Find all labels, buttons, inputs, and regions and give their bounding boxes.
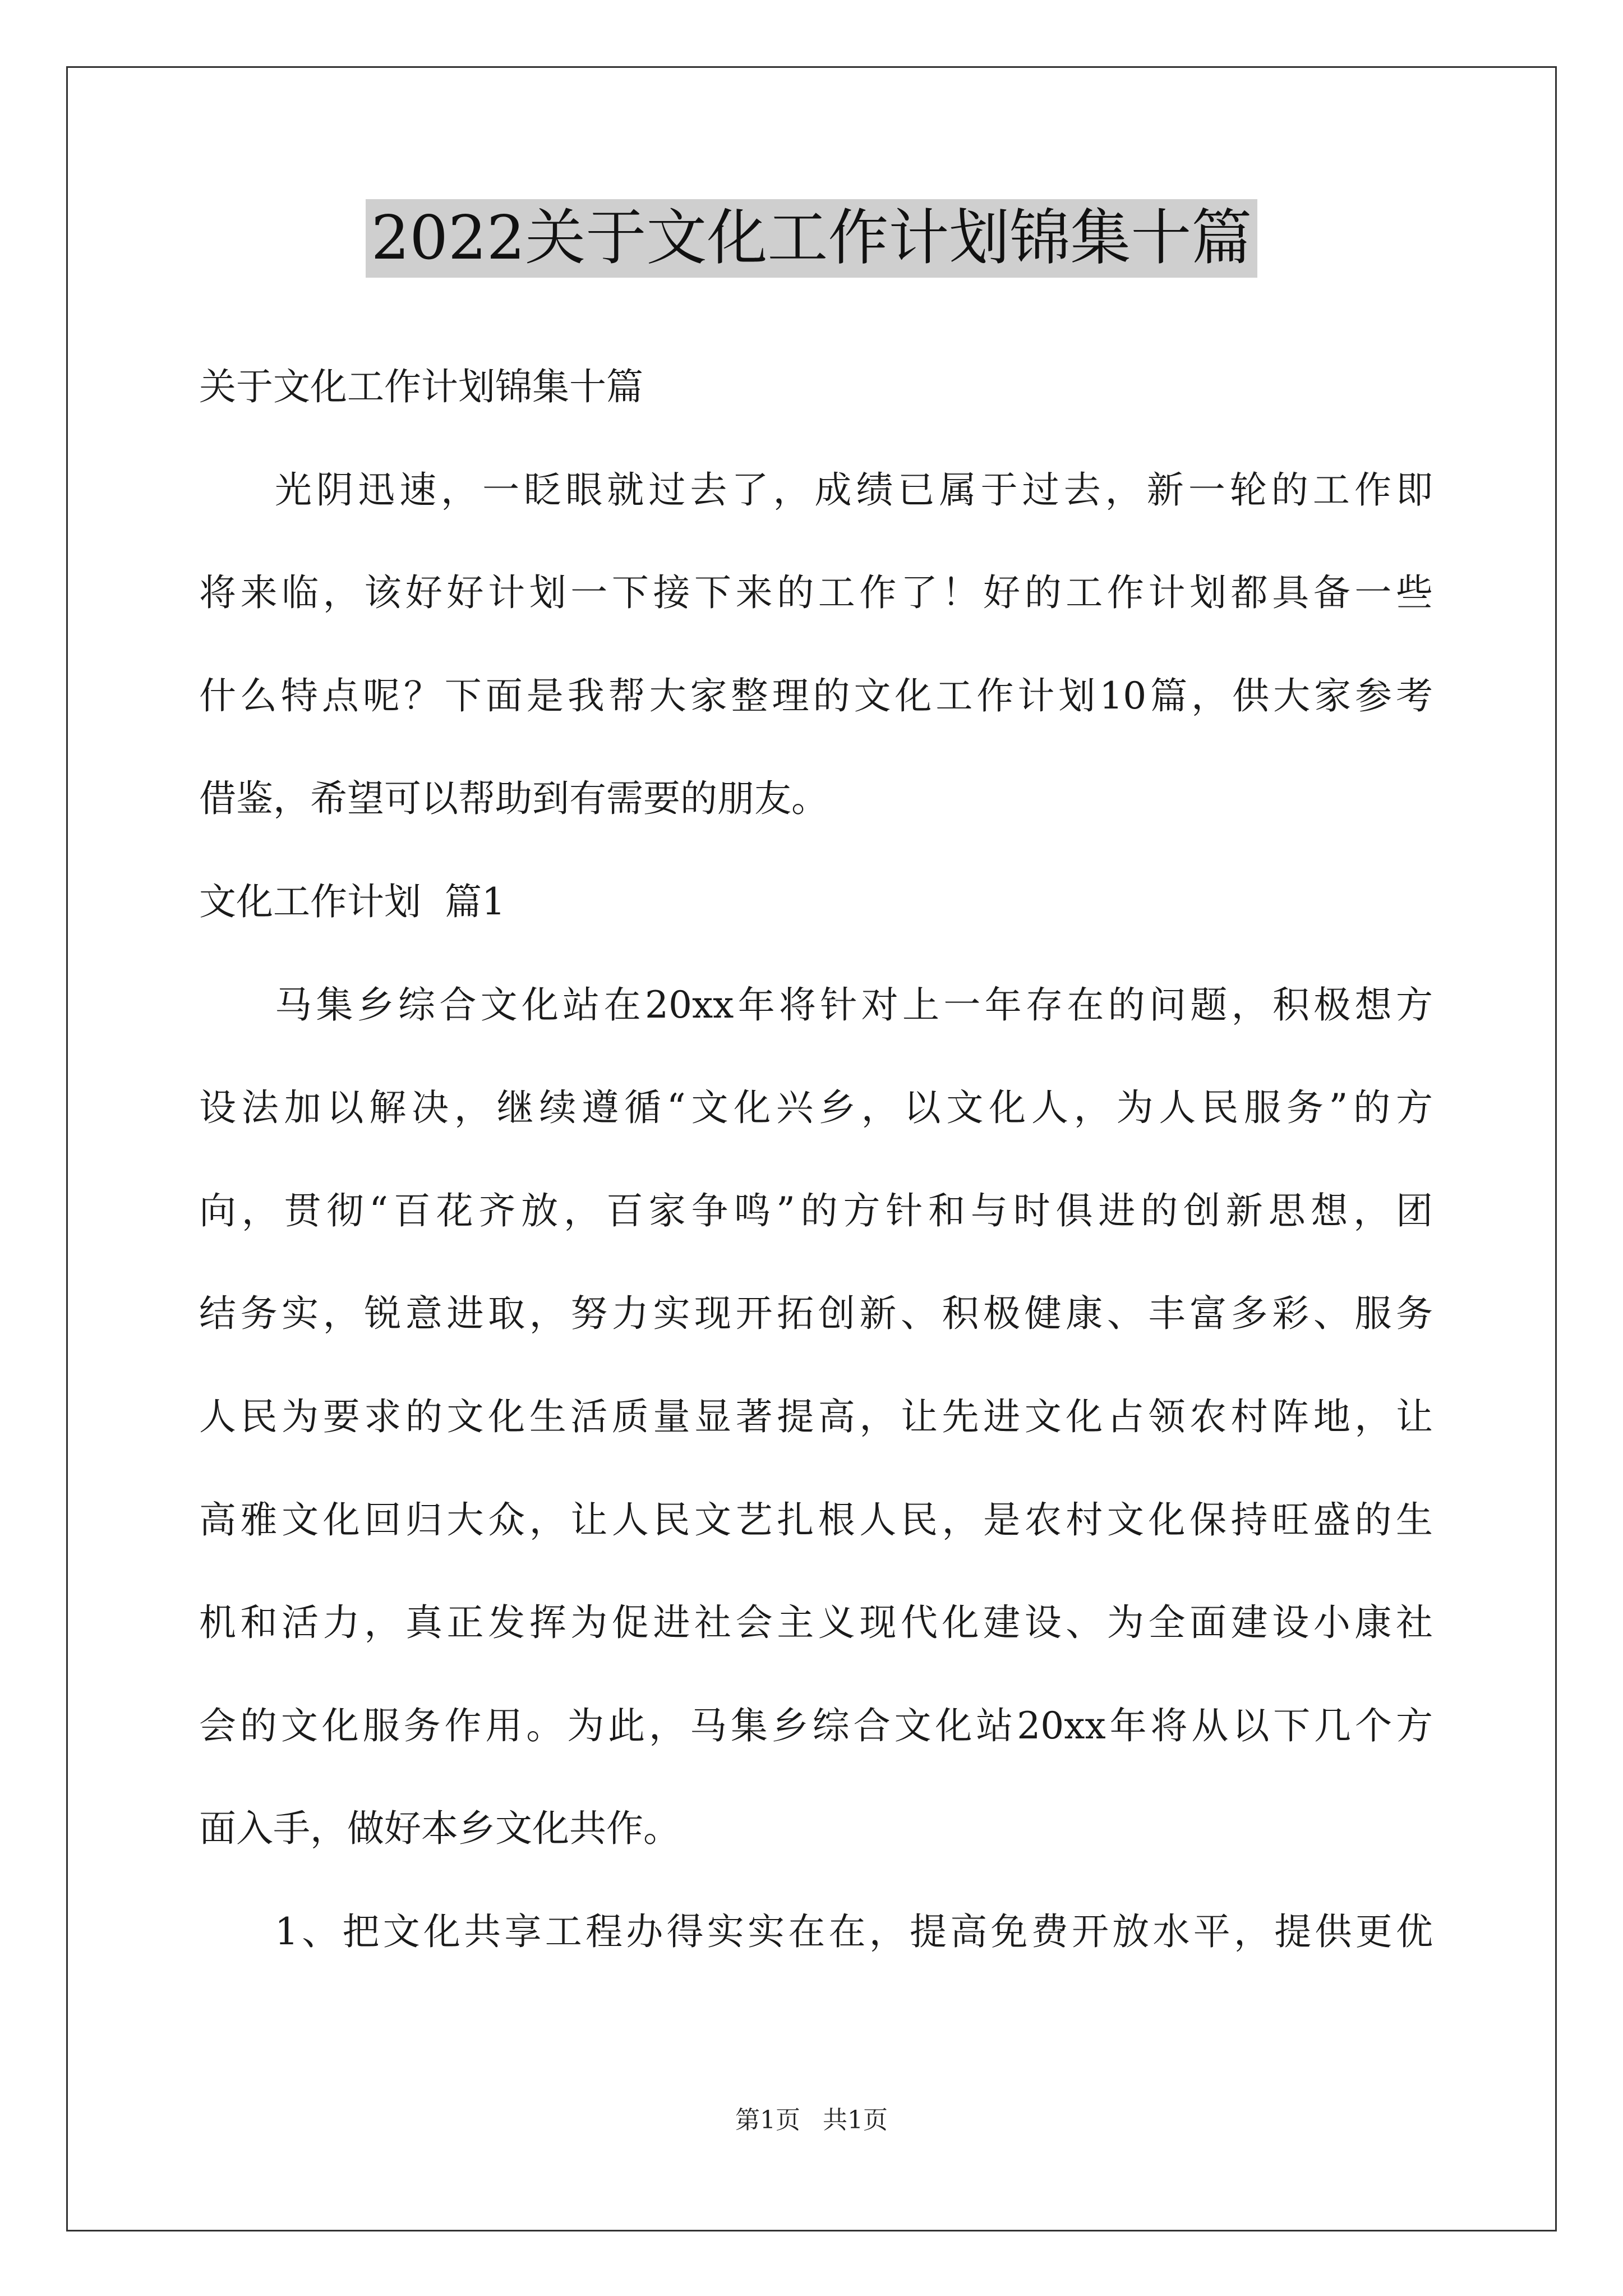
document-subtitle: 关于文化工作计划锦集十篇 [199,365,643,408]
document-body [199,335,1433,1984]
intro-line: 光阴迅速，一眨眼就过去了，成绩已属于过去，新一轮的工作即 [275,468,1433,512]
page-number-total: 共1页 [823,2106,888,2134]
body-line: 面入手，做好本乡文化共作。 [199,1807,680,1851]
body-line: 会的文化服务作用。为此，马集乡综合文化站20xx年将从以下几个方 [199,1704,1433,1747]
intro-line: 将来临，该好好计划一下接下来的工作了！好的工作计划都具备一些 [199,571,1433,615]
body-line: 向，贯彻“百花齐放，百家争鸣”的方针和与时俱进的创新思想，团 [199,1189,1433,1232]
page-footer [0,2104,1623,2137]
title-container [0,199,1623,278]
body-line: 机和活力，真正发挥为促进社会主义现代化建设、为全面建设小康社 [199,1601,1433,1645]
page-number-current: 第1页 [735,2106,800,2134]
body-line: 马集乡综合文化站在20xx年将针对上一年存在的问题，积极想方 [275,983,1433,1027]
body-line: 高雅文化回归大众，让人民文艺扎根人民，是农村文化保持旺盛的生 [199,1498,1433,1542]
body-line: 结务实，锐意进取，努力实现开拓创新、积极健康、丰富多彩、服务 [199,1292,1433,1336]
section-heading: 文化工作计划 篇1 [199,880,505,923]
body-line: 人民为要求的文化生活质量显著提高，让先进文化占领农村阵地，让 [199,1395,1433,1438]
point-line: 1、把文化共享工程办得实实在在，提高免费开放水平，提供更优 [275,1910,1433,1953]
document-title: 2022关于文化工作计划锦集十篇 [366,199,1258,278]
body-line: 设法加以解决，继续遵循“文化兴乡，以文化人，为人民服务”的方 [199,1086,1433,1130]
intro-line: 借鉴，希望可以帮助到有需要的朋友。 [199,777,828,821]
intro-line: 什么特点呢？下面是我帮大家整理的文化工作计划10篇，供大家参考 [199,674,1433,717]
